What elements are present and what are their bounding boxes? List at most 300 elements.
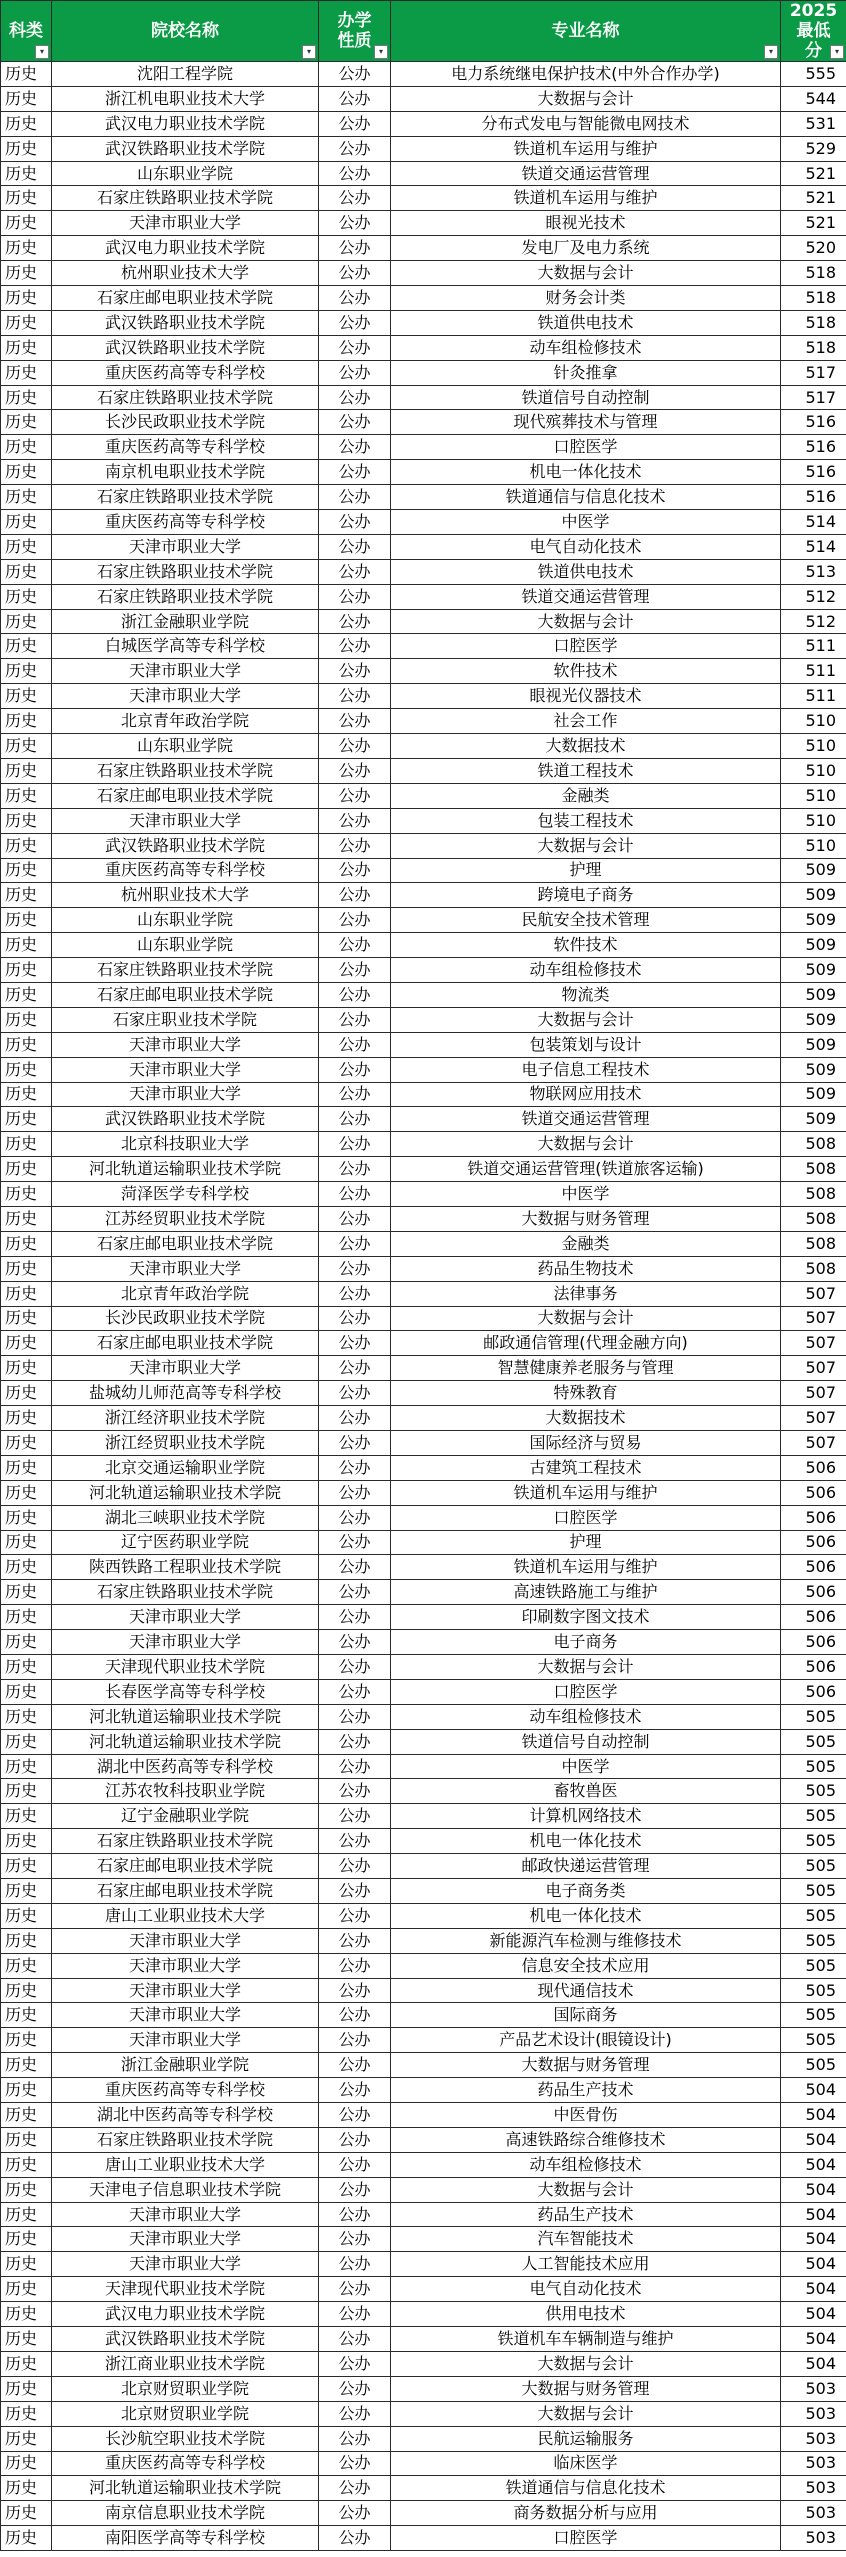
cell-major-name: 铁道交通运营管理(铁道旅客运输) (391, 1157, 781, 1182)
cell-school-name: 白城医学高等专科学校 (52, 634, 319, 659)
cell-category: 历史 (1, 460, 52, 485)
cell-ownership: 公办 (319, 1804, 391, 1829)
table-row (1, 1804, 846, 1829)
cell-ownership: 公办 (319, 1953, 391, 1978)
cell-min-score: 529 (781, 136, 846, 161)
cell-school-name: 石家庄铁路职业技术学院 (52, 485, 319, 510)
cell-major-name: 铁道交通运营管理 (391, 161, 781, 186)
table-row (1, 360, 846, 385)
filter-dropdown-icon[interactable]: ▾ (302, 45, 316, 59)
cell-school-name: 辽宁医药职业学院 (52, 1530, 319, 1555)
cell-school-name: 北京青年政治学院 (52, 709, 319, 734)
cell-ownership: 公办 (319, 1580, 391, 1605)
cell-major-name: 药品生产技术 (391, 2078, 781, 2103)
cell-min-score: 509 (781, 858, 846, 883)
cell-school-name: 山东职业学院 (52, 933, 319, 958)
cell-major-name: 发电厂及电力系统 (391, 236, 781, 261)
cell-school-name: 重庆医药高等专科学校 (52, 360, 319, 385)
cell-min-score: 506 (781, 1505, 846, 1530)
cell-category: 历史 (1, 1256, 52, 1281)
cell-ownership: 公办 (319, 1655, 391, 1680)
table-row (1, 2327, 846, 2352)
cell-min-score: 504 (781, 2152, 846, 2177)
cell-major-name: 金融类 (391, 1231, 781, 1256)
header-row (1, 1, 846, 62)
cell-category: 历史 (1, 136, 52, 161)
cell-min-score: 506 (781, 1455, 846, 1480)
table-row (1, 1057, 846, 1082)
cell-ownership: 公办 (319, 858, 391, 883)
table-row (1, 1903, 846, 1928)
table-row (1, 709, 846, 734)
cell-category: 历史 (1, 410, 52, 435)
cell-category: 历史 (1, 310, 52, 335)
cell-ownership: 公办 (319, 2127, 391, 2152)
cell-min-score: 531 (781, 111, 846, 136)
cell-min-score: 506 (781, 1630, 846, 1655)
cell-school-name: 天津市职业大学 (52, 659, 319, 684)
cell-ownership: 公办 (319, 510, 391, 535)
cell-ownership: 公办 (319, 883, 391, 908)
cell-category: 历史 (1, 1132, 52, 1157)
cell-school-name: 北京财贸职业学院 (52, 2401, 319, 2426)
cell-major-name: 分布式发电与智能微电网技术 (391, 111, 781, 136)
cell-school-name: 沈阳工程学院 (52, 62, 319, 87)
cell-ownership: 公办 (319, 1978, 391, 2003)
cell-ownership: 公办 (319, 1157, 391, 1182)
cell-ownership: 公办 (319, 783, 391, 808)
table-row (1, 2376, 846, 2401)
cell-ownership: 公办 (319, 559, 391, 584)
cell-major-name: 口腔医学 (391, 435, 781, 460)
table-row (1, 460, 846, 485)
cell-major-name: 软件技术 (391, 933, 781, 958)
cell-category: 历史 (1, 86, 52, 111)
cell-school-name: 河北轨道运输职业技术学院 (52, 1157, 319, 1182)
cell-category: 历史 (1, 1306, 52, 1331)
table-row (1, 1306, 846, 1331)
cell-min-score: 507 (781, 1331, 846, 1356)
cell-major-name: 供用电技术 (391, 2302, 781, 2327)
table-row (1, 1555, 846, 1580)
cell-min-score: 505 (781, 2003, 846, 2028)
cell-major-name: 动车组检修技术 (391, 958, 781, 983)
cell-school-name: 菏泽医学专科学校 (52, 1182, 319, 1207)
cell-school-name: 长春医学高等专科学校 (52, 1679, 319, 1704)
table-row (1, 609, 846, 634)
column-header-major[interactable] (391, 1, 781, 62)
table-row (1, 2202, 846, 2227)
cell-category: 历史 (1, 808, 52, 833)
cell-school-name: 石家庄铁路职业技术学院 (52, 1829, 319, 1854)
cell-major-name: 铁道供电技术 (391, 559, 781, 584)
cell-school-name: 天津市职业大学 (52, 1630, 319, 1655)
cell-ownership: 公办 (319, 1555, 391, 1580)
filter-dropdown-icon[interactable]: ▾ (35, 45, 49, 59)
cell-school-name: 湖北三峡职业技术学院 (52, 1505, 319, 1530)
cell-ownership: 公办 (319, 534, 391, 559)
cell-min-score: 509 (781, 1107, 846, 1132)
cell-category: 历史 (1, 2227, 52, 2252)
cell-min-score: 512 (781, 584, 846, 609)
cell-min-score: 518 (781, 286, 846, 311)
cell-min-score: 509 (781, 982, 846, 1007)
cell-major-name: 铁道信号自动控制 (391, 1729, 781, 1754)
cell-category: 历史 (1, 2277, 52, 2302)
table-row (1, 2227, 846, 2252)
cell-category: 历史 (1, 1480, 52, 1505)
cell-category: 历史 (1, 1804, 52, 1829)
cell-school-name: 武汉铁路职业技术学院 (52, 833, 319, 858)
cell-school-name: 石家庄铁路职业技术学院 (52, 385, 319, 410)
cell-school-name: 浙江经贸职业技术学院 (52, 1430, 319, 1455)
table-row (1, 584, 846, 609)
cell-major-name: 高速铁路施工与维护 (391, 1580, 781, 1605)
cell-major-name: 信息安全技术应用 (391, 1953, 781, 1978)
cell-major-name: 口腔医学 (391, 1505, 781, 1530)
cell-major-name: 大数据与会计 (391, 2351, 781, 2376)
cell-category: 历史 (1, 510, 52, 535)
table-row (1, 783, 846, 808)
cell-category: 历史 (1, 360, 52, 385)
cell-category: 历史 (1, 1630, 52, 1655)
table-row (1, 2401, 846, 2426)
cell-min-score: 521 (781, 186, 846, 211)
table-row (1, 310, 846, 335)
cell-ownership: 公办 (319, 1928, 391, 1953)
column-header-label: 2025最低分 (789, 1, 838, 61)
cell-school-name: 石家庄铁路职业技术学院 (52, 584, 319, 609)
table-row (1, 1854, 846, 1879)
table-row (1, 659, 846, 684)
table-row (1, 2053, 846, 2078)
cell-school-name: 河北轨道运输职业技术学院 (52, 1480, 319, 1505)
cell-ownership: 公办 (319, 833, 391, 858)
cell-category: 历史 (1, 833, 52, 858)
cell-school-name: 天津现代职业技术学院 (52, 2277, 319, 2302)
cell-ownership: 公办 (319, 1704, 391, 1729)
cell-min-score: 507 (781, 1281, 846, 1306)
cell-major-name: 古建筑工程技术 (391, 1455, 781, 1480)
cell-min-score: 508 (781, 1256, 846, 1281)
cell-min-score: 503 (781, 2501, 846, 2526)
cell-major-name: 产品艺术设计(眼镜设计) (391, 2028, 781, 2053)
cell-ownership: 公办 (319, 1381, 391, 1406)
cell-min-score: 516 (781, 410, 846, 435)
table-row (1, 2177, 846, 2202)
cell-ownership: 公办 (319, 211, 391, 236)
column-header-label: 院校名称 (151, 21, 219, 41)
cell-min-score: 504 (781, 2351, 846, 2376)
cell-min-score: 517 (781, 385, 846, 410)
cell-min-score: 504 (781, 2127, 846, 2152)
cell-major-name: 大数据与会计 (391, 833, 781, 858)
cell-school-name: 唐山工业职业技术大学 (52, 2152, 319, 2177)
cell-school-name: 石家庄邮电职业技术学院 (52, 1879, 319, 1904)
cell-category: 历史 (1, 982, 52, 1007)
cell-major-name: 铁道机车运用与维护 (391, 1555, 781, 1580)
cell-category: 历史 (1, 1903, 52, 1928)
table-row (1, 1381, 846, 1406)
cell-ownership: 公办 (319, 2177, 391, 2202)
cell-category: 历史 (1, 2152, 52, 2177)
cell-major-name: 眼视光仪器技术 (391, 684, 781, 709)
column-header-category[interactable] (1, 1, 52, 62)
cell-school-name: 武汉电力职业技术学院 (52, 236, 319, 261)
cell-category: 历史 (1, 1406, 52, 1431)
cell-min-score: 505 (781, 1704, 846, 1729)
table-row (1, 2451, 846, 2476)
cell-category: 历史 (1, 609, 52, 634)
table-row (1, 485, 846, 510)
table-row (1, 559, 846, 584)
cell-major-name: 印刷数字图文技术 (391, 1605, 781, 1630)
cell-major-name: 动车组检修技术 (391, 1704, 781, 1729)
cell-school-name: 重庆医药高等专科学校 (52, 858, 319, 883)
cell-ownership: 公办 (319, 758, 391, 783)
cell-major-name: 现代殡葬技术与管理 (391, 410, 781, 435)
cell-ownership: 公办 (319, 1605, 391, 1630)
cell-major-name: 铁道信号自动控制 (391, 385, 781, 410)
cell-school-name: 北京财贸职业学院 (52, 2376, 319, 2401)
cell-category: 历史 (1, 335, 52, 360)
table-row (1, 236, 846, 261)
cell-category: 历史 (1, 1231, 52, 1256)
cell-category: 历史 (1, 783, 52, 808)
cell-ownership: 公办 (319, 1854, 391, 1879)
table-row (1, 1182, 846, 1207)
cell-ownership: 公办 (319, 1281, 391, 1306)
cell-min-score: 507 (781, 1306, 846, 1331)
cell-major-name: 口腔医学 (391, 1679, 781, 1704)
cell-ownership: 公办 (319, 1256, 391, 1281)
table-row (1, 684, 846, 709)
cell-school-name: 天津市职业大学 (52, 1928, 319, 1953)
cell-major-name: 临床医学 (391, 2451, 781, 2476)
cell-school-name: 河北轨道运输职业技术学院 (52, 1704, 319, 1729)
cell-min-score: 505 (781, 1729, 846, 1754)
cell-ownership: 公办 (319, 2426, 391, 2451)
cell-category: 历史 (1, 958, 52, 983)
table-row (1, 1082, 846, 1107)
cell-major-name: 铁道交通运营管理 (391, 584, 781, 609)
cell-ownership: 公办 (319, 2252, 391, 2277)
table-row (1, 734, 846, 759)
cell-school-name: 石家庄铁路职业技术学院 (52, 2127, 319, 2152)
cell-ownership: 公办 (319, 186, 391, 211)
cell-ownership: 公办 (319, 385, 391, 410)
cell-major-name: 金融类 (391, 783, 781, 808)
cell-min-score: 505 (781, 1928, 846, 1953)
cell-school-name: 天津市职业大学 (52, 1082, 319, 1107)
table-row (1, 1530, 846, 1555)
cell-school-name: 天津市职业大学 (52, 1978, 319, 2003)
cell-ownership: 公办 (319, 808, 391, 833)
cell-school-name: 南京信息职业技术学院 (52, 2501, 319, 2526)
cell-min-score: 505 (781, 1978, 846, 2003)
cell-category: 历史 (1, 1729, 52, 1754)
cell-min-score: 514 (781, 534, 846, 559)
cell-major-name: 大数据与会计 (391, 1132, 781, 1157)
cell-min-score: 509 (781, 908, 846, 933)
cell-ownership: 公办 (319, 2526, 391, 2551)
cell-major-name: 电子信息工程技术 (391, 1057, 781, 1082)
cell-min-score: 521 (781, 161, 846, 186)
cell-category: 历史 (1, 1206, 52, 1231)
cell-min-score: 509 (781, 1057, 846, 1082)
cell-min-score: 506 (781, 1530, 846, 1555)
cell-school-name: 山东职业学院 (52, 908, 319, 933)
cell-ownership: 公办 (319, 634, 391, 659)
cell-min-score: 504 (781, 2202, 846, 2227)
column-header-ownership[interactable] (319, 1, 391, 62)
cell-ownership: 公办 (319, 734, 391, 759)
cell-school-name: 天津市职业大学 (52, 2003, 319, 2028)
column-header-min-score[interactable] (781, 1, 846, 62)
cell-ownership: 公办 (319, 360, 391, 385)
cell-ownership: 公办 (319, 2476, 391, 2501)
cell-category: 历史 (1, 1605, 52, 1630)
table-row (1, 2152, 846, 2177)
cell-ownership: 公办 (319, 2028, 391, 2053)
table-row (1, 1679, 846, 1704)
cell-category: 历史 (1, 1032, 52, 1057)
cell-school-name: 石家庄铁路职业技术学院 (52, 958, 319, 983)
cell-min-score: 514 (781, 510, 846, 535)
cell-school-name: 江苏经贸职业技术学院 (52, 1206, 319, 1231)
cell-min-score: 510 (781, 783, 846, 808)
cell-school-name: 北京交通运输职业学院 (52, 1455, 319, 1480)
cell-category: 历史 (1, 2127, 52, 2152)
table-row (1, 136, 846, 161)
cell-ownership: 公办 (319, 2277, 391, 2302)
cell-ownership: 公办 (319, 2401, 391, 2426)
cell-ownership: 公办 (319, 908, 391, 933)
cell-category: 历史 (1, 1928, 52, 1953)
cell-major-name: 药品生物技术 (391, 1256, 781, 1281)
cell-major-name: 大数据与会计 (391, 261, 781, 286)
cell-min-score: 508 (781, 1182, 846, 1207)
cell-major-name: 大数据与会计 (391, 86, 781, 111)
cell-category: 历史 (1, 634, 52, 659)
cell-major-name: 邮政快递运营管理 (391, 1854, 781, 1879)
table-row (1, 1605, 846, 1630)
cell-school-name: 河北轨道运输职业技术学院 (52, 2476, 319, 2501)
cell-min-score: 505 (781, 1903, 846, 1928)
cell-major-name: 计算机网络技术 (391, 1804, 781, 1829)
cell-min-score: 503 (781, 2376, 846, 2401)
cell-major-name: 邮政通信管理(代理金融方向) (391, 1331, 781, 1356)
cell-min-score: 509 (781, 958, 846, 983)
filter-dropdown-icon[interactable]: ▾ (830, 45, 844, 59)
table-row (1, 1107, 846, 1132)
cell-major-name: 铁道交通运营管理 (391, 1107, 781, 1132)
cell-min-score: 505 (781, 1829, 846, 1854)
cell-school-name: 天津市职业大学 (52, 1032, 319, 1057)
cell-school-name: 南阳医学高等专科学校 (52, 2526, 319, 2551)
table-row (1, 1978, 846, 2003)
cell-category: 历史 (1, 1007, 52, 1032)
cell-min-score: 505 (781, 1754, 846, 1779)
cell-min-score: 504 (781, 2252, 846, 2277)
cell-school-name: 湖北中医药高等专科学校 (52, 2103, 319, 2128)
cell-ownership: 公办 (319, 410, 391, 435)
cell-major-name: 现代通信技术 (391, 1978, 781, 2003)
cell-school-name: 浙江商业职业技术学院 (52, 2351, 319, 2376)
table-row (1, 1256, 846, 1281)
cell-ownership: 公办 (319, 1356, 391, 1381)
cell-ownership: 公办 (319, 435, 391, 460)
table-row (1, 261, 846, 286)
cell-min-score: 503 (781, 2451, 846, 2476)
cell-min-score: 517 (781, 360, 846, 385)
table-row (1, 1829, 846, 1854)
cell-min-score: 503 (781, 2476, 846, 2501)
table-row (1, 2103, 846, 2128)
cell-category: 历史 (1, 1182, 52, 1207)
table-row (1, 2003, 846, 2028)
cell-school-name: 河北轨道运输职业技术学院 (52, 1729, 319, 1754)
table-row (1, 1455, 846, 1480)
table-row (1, 1505, 846, 1530)
table-row (1, 1331, 846, 1356)
cell-major-name: 铁道通信与信息化技术 (391, 485, 781, 510)
cell-min-score: 503 (781, 2401, 846, 2426)
table-row (1, 62, 846, 87)
cell-major-name: 高速铁路综合维修技术 (391, 2127, 781, 2152)
table-row (1, 808, 846, 833)
cell-school-name: 石家庄邮电职业技术学院 (52, 1854, 319, 1879)
cell-category: 历史 (1, 2476, 52, 2501)
cell-min-score: 511 (781, 659, 846, 684)
cell-min-score: 505 (781, 1779, 846, 1804)
table-row (1, 161, 846, 186)
cell-school-name: 天津市职业大学 (52, 1953, 319, 1978)
cell-major-name: 大数据与会计 (391, 2177, 781, 2202)
cell-category: 历史 (1, 2376, 52, 2401)
cell-major-name: 大数据技术 (391, 1406, 781, 1431)
table-row (1, 1480, 846, 1505)
cell-min-score: 505 (781, 1953, 846, 1978)
cell-category: 历史 (1, 709, 52, 734)
cell-min-score: 507 (781, 1406, 846, 1431)
cell-ownership: 公办 (319, 1829, 391, 1854)
table-row (1, 1704, 846, 1729)
cell-min-score: 516 (781, 485, 846, 510)
cell-major-name: 包装策划与设计 (391, 1032, 781, 1057)
cell-ownership: 公办 (319, 86, 391, 111)
table-body (1, 62, 846, 2551)
cell-category: 历史 (1, 62, 52, 87)
filter-dropdown-icon[interactable]: ▾ (374, 45, 388, 59)
filter-dropdown-icon[interactable]: ▾ (764, 45, 778, 59)
cell-school-name: 浙江金融职业学院 (52, 2053, 319, 2078)
cell-school-name: 杭州职业技术大学 (52, 261, 319, 286)
cell-major-name: 物流类 (391, 982, 781, 1007)
cell-min-score: 544 (781, 86, 846, 111)
cell-category: 历史 (1, 261, 52, 286)
column-header-school[interactable] (52, 1, 319, 62)
cell-school-name: 天津市职业大学 (52, 1356, 319, 1381)
cell-min-score: 505 (781, 2053, 846, 2078)
cell-ownership: 公办 (319, 584, 391, 609)
cell-min-score: 506 (781, 1580, 846, 1605)
cell-category: 历史 (1, 161, 52, 186)
cell-min-score: 507 (781, 1381, 846, 1406)
cell-major-name: 机电一体化技术 (391, 1903, 781, 1928)
cell-min-score: 505 (781, 1854, 846, 1879)
cell-ownership: 公办 (319, 2351, 391, 2376)
